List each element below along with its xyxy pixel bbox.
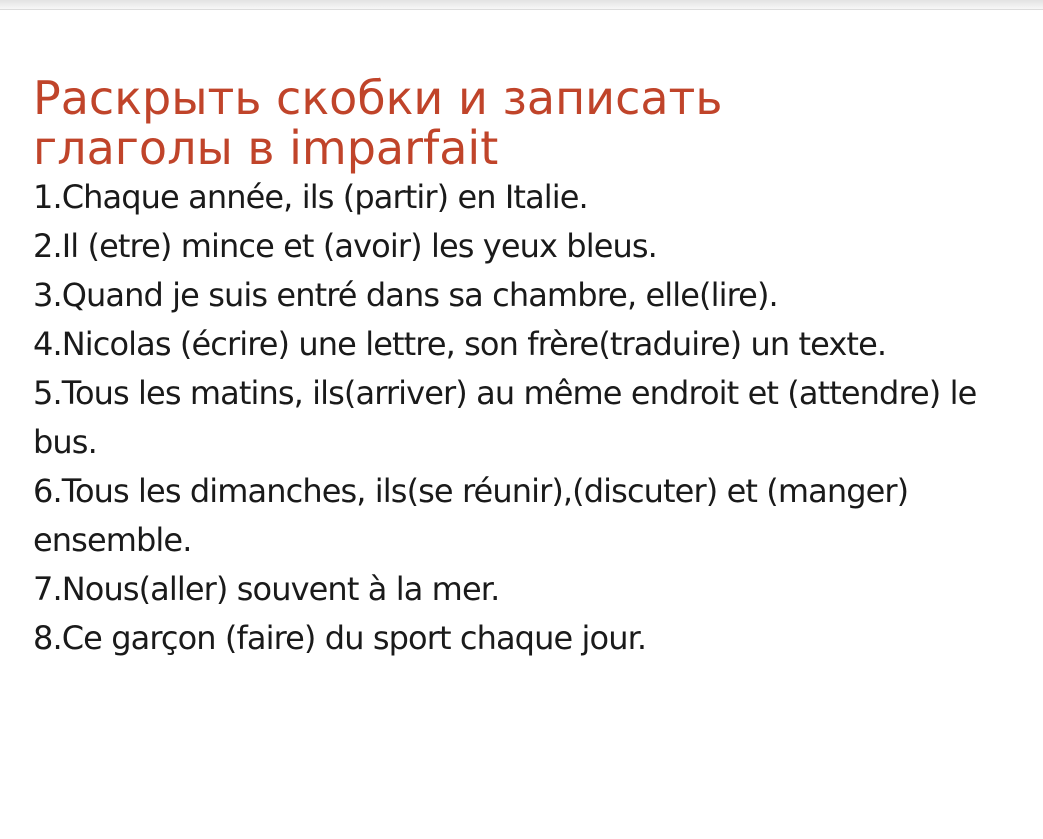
exercise-item-4: 4.Nicolas (écrire) une lettre, son frère(traduire) un texte.: [33, 325, 887, 363]
title-line-1: Раскрыть скобки и записать: [33, 71, 723, 125]
exercise-item-2: 2.Il (etre) mince et (avoir) les yeux bleus.: [33, 227, 657, 265]
exercise-item-1: 1.Chaque année, ils (partir) en Italie.: [33, 178, 588, 216]
exercise-item-3: 3.Quand je suis entré dans sa chambre, elle(lire).: [33, 276, 778, 314]
exercise-item-5: 5.Tous les matins, ils(arriver) au même endroit et (attendre) le bus.: [33, 374, 977, 461]
exercise-card: [33, 73, 1023, 663]
exercise-item-6: 6.Tous les dimanches, ils(se réunir),(discuter) et (manger) ensemble.: [33, 472, 909, 559]
exercise-item-7: 7.Nous(aller) souvent à la mer.: [33, 570, 500, 608]
exercise-title: [33, 73, 1023, 173]
exercise-item-8: 8.Ce garçon (faire) du sport chaque jour.: [33, 619, 647, 657]
title-line-2: глаголы в imparfait: [33, 121, 499, 175]
top-edge-bar: [0, 0, 1043, 10]
exercise-list: [33, 173, 1023, 663]
